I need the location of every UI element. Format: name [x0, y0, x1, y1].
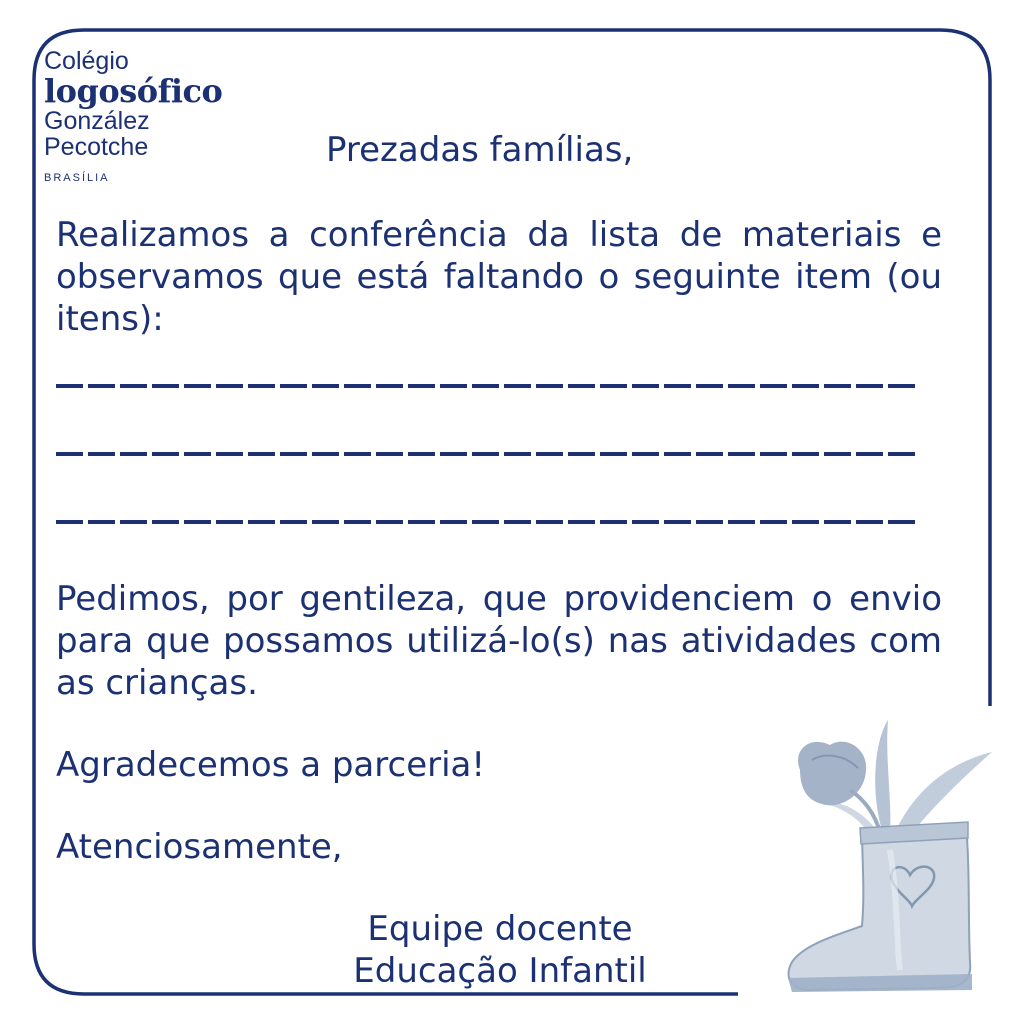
signature-team: Equipe docente [367, 909, 633, 949]
school-logo [44, 48, 264, 184]
blank-line-1 [56, 384, 916, 388]
logo-line-colegio: Colégio [44, 47, 129, 75]
logo-line-logosofico: logosófico [44, 72, 223, 110]
signature-department: Educação Infantil [353, 951, 647, 991]
closing-text: Atenciosamente, [56, 827, 343, 867]
logo-line-pecotche: Pecotche [44, 133, 149, 161]
thanks-text: Agradecemos a parceria! [56, 745, 486, 785]
logo-line-gonzalez: González [44, 107, 150, 135]
blank-line-3 [56, 520, 916, 524]
greeting: Prezadas famílias, [326, 130, 634, 170]
blank-line-2 [56, 452, 916, 456]
paragraph-missing-items: Realizamos a conferência da lista de materiais e observamos que está faltando o seguinte item (ou itens): [56, 215, 942, 339]
logo-line-brasilia: BRASÍLIA [44, 172, 110, 184]
paragraph-request: Pedimos, por gentileza, que providenciem o envio para que possamos utilizá-lo(s) nas atividades com as crianças. [56, 579, 942, 703]
tulip-boot-illustration [770, 700, 1020, 1010]
